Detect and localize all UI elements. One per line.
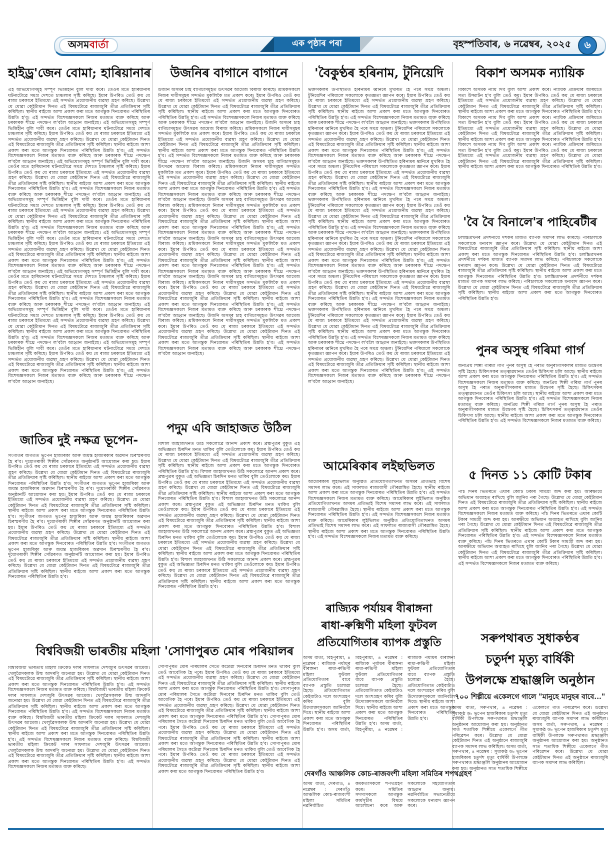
article-louisville-america: [308, 456, 450, 592]
bottom-rule: [8, 828, 604, 830]
article-body: ভক্তসকলৰ উপস্থিতিত হৰিনামৰ ধ্বনিৰে মুখৰিত হৈ পৰে সমগ্ৰ অঞ্চল। টুনিয়েদিৰ পৰিয়ালে সকলোকে কৃতজ্ঞতা জ্ঞাপন কৰে। ইয়াৰ উপৰিও তেওঁ কয় যে ৰাজ্য চৰকাৰে ইতিমধ্যে এই সন্দৰ্ভত প্ৰয়োজনীয় ব্যৱস্থা গ্ৰহণ কৰিছে। উল্লেখ্য যে যোৱা কেইটামান দিনত এই বিষয়টোৱে ৰাজ্যজুৰি তীব্ৰ প্ৰতিক্ৰিয়াৰ সৃষ্টি কৰিছিল। স্থানীয় ৰাইজে আশা প্ৰকাশ কৰা মতে আগন্তুক দিনবোৰত পৰিস্থিতিৰ উন্নতি হ'ব। এই সন্দৰ্ভত বিশেষজ্ঞসকলে নিজৰ মতামত ব্যক্ত কৰিছে আৰু চৰকাৰক শীঘ্ৰে পদক্ষেপ ল'বলৈ আহ্বান জনাইছে। ভক্তসকলৰ উপস্থিতিত হৰিনামৰ ধ্বনিৰে মুখৰিত হৈ পৰে সমগ্ৰ অঞ্চল। টুনিয়েদিৰ পৰিয়ালে সকলোকে কৃতজ্ঞতা জ্ঞাপন কৰে। ইয়াৰ উপৰিও তেওঁ কয় যে ৰাজ্য চৰকাৰে ইতিমধ্যে এই সন্দৰ্ভত প্ৰয়োজনীয় ব্যৱস্থা গ্ৰহণ কৰিছে। উল্লেখ্য যে যোৱা কেইটামান দিনত এই বিষয়টোৱে ৰাজ্যজুৰি তীব্ৰ প্ৰতিক্ৰিয়াৰ সৃষ্টি কৰিছিল। স্থানীয় ৰাইজে আশা প্ৰকাশ কৰা মতে আগন্তুক দিনবোৰত পৰিস্থিতিৰ উন্নতি হ'ব। এই সন্দৰ্ভত বিশেষজ্ঞসকলে নিজৰ মতামত ব্যক্ত কৰিছে আৰু চৰকাৰক শীঘ্ৰে পদক্ষেপ ল'বলৈ আহ্বান জনাইছে। ভক্তসকলৰ উপস্থিতিত হৰিনামৰ ধ্বনিৰে মুখৰিত হৈ পৰে সমগ্ৰ অঞ্চল। টুনিয়েদিৰ পৰিয়ালে সকলোকে কৃতজ্ঞতা জ্ঞাপন কৰে। ইয়াৰ উপৰিও তেওঁ কয় যে ৰাজ্য চৰকাৰে ইতিমধ্যে এই সন্দৰ্ভত প্ৰয়োজনীয় ব্যৱস্থা গ্ৰহণ কৰিছে। উল্লেখ্য যে যোৱা কেইটামান দিনত এই বিষয়টোৱে ৰাজ্যজুৰি তীব্ৰ প্ৰতিক্ৰিয়াৰ সৃষ্টি কৰিছিল। স্থানীয় ৰাইজে আশা প্ৰকাশ কৰা মতে আগন্তুক দিনবোৰত পৰিস্থিতিৰ উন্নতি হ'ব। এই সন্দৰ্ভত বিশেষজ্ঞসকলে নিজৰ মতামত ব্যক্ত কৰিছে আৰু চৰকাৰক শীঘ্ৰে পদক্ষেপ ল'বলৈ আহ্বান জনাইছে। ভক্তসকলৰ উপস্থিতিত হৰিনামৰ ধ্বনিৰে মুখৰিত হৈ পৰে সমগ্ৰ অঞ্চল। টুনিয়েদিৰ পৰিয়ালে সকলোকে কৃতজ্ঞতা জ্ঞাপন কৰে। ইয়াৰ উপৰিও তেওঁ কয় যে ৰাজ্য চৰকাৰে ইতিমধ্যে এই সন্দৰ্ভত প্ৰয়োজনীয় ব্যৱস্থা গ্ৰহণ কৰিছে। উল্লেখ্য যে যোৱা কেইটামান দিনত এই বিষয়টোৱে ৰাজ্যজুৰি তীব্ৰ প্ৰতিক্ৰিয়াৰ সৃষ্টি কৰিছিল। স্থানীয় ৰাইজে আশা প্ৰকাশ কৰা মতে আগন্তুক দিনবোৰত পৰিস্থিতিৰ উন্নতি হ'ব। এই সন্দৰ্ভত বিশেষজ্ঞসকলে নিজৰ মতামত ব্যক্ত কৰিছে আৰু চৰকাৰক শীঘ্ৰে পদক্ষেপ ল'বলৈ আহ্বান জনাইছে। ভক্তসকলৰ উপস্থিতিত হৰিনামৰ ধ্বনিৰে মুখৰিত হৈ পৰে সমগ্ৰ অঞ্চল। টুনিয়েদিৰ পৰিয়ালে সকলোকে কৃতজ্ঞতা জ্ঞাপন কৰে। ইয়াৰ উপৰিও তেওঁ কয় যে ৰাজ্য চৰকাৰে ইতিমধ্যে এই সন্দৰ্ভত প্ৰয়োজনীয় ব্যৱস্থা গ্ৰহণ কৰিছে। উল্লেখ্য যে যোৱা কেইটামান দিনত এই বিষয়টোৱে ৰাজ্যজুৰি তীব্ৰ প্ৰতিক্ৰিয়াৰ সৃষ্টি কৰিছিল। স্থানীয় ৰাইজে আশা প্ৰকাশ কৰা মতে আগন্তুক দিনবোৰত পৰিস্থিতিৰ উন্নতি হ'ব। এই সন্দৰ্ভত বিশেষজ্ঞসকলে নিজৰ মতামত ব্যক্ত কৰিছে আৰু চৰকাৰক শীঘ্ৰে পদক্ষেপ ল'বলৈ আহ্বান জনাইছে। ভক্তসকলৰ উপস্থিতিত হৰিনামৰ ধ্বনিৰে মুখৰিত হৈ পৰে সমগ্ৰ অঞ্চল। টুনিয়েদিৰ পৰিয়ালে সকলোকে কৃতজ্ঞতা জ্ঞাপন কৰে। ইয়াৰ উপৰিও তেওঁ কয় যে ৰাজ্য চৰকাৰে ইতিমধ্যে এই সন্দৰ্ভত প্ৰয়োজনীয় ব্যৱস্থা গ্ৰহণ কৰিছে। উল্লেখ্য যে যোৱা কেইটামান দিনত এই বিষয়টোৱে ৰাজ্যজুৰি তীব্ৰ প্ৰতিক্ৰিয়াৰ সৃষ্টি কৰিছিল। স্থানীয় ৰাইজে আশা প্ৰকাশ কৰা মতে আগন্তুক দিনবোৰত পৰিস্থিতিৰ উন্নতি হ'ব। এই সন্দৰ্ভত বিশেষজ্ঞসকলে নিজৰ মতামত ব্যক্ত কৰিছে আৰু চৰকাৰক শীঘ্ৰে পদক্ষেপ ল'বলৈ আহ্বান জনাইছে। ভক্তসকলৰ উপস্থিতিত হৰিনামৰ ধ্বনিৰে মুখৰিত হৈ পৰে সমগ্ৰ অঞ্চল। টুনিয়েদিৰ পৰিয়ালে সকলোকে কৃতজ্ঞতা জ্ঞাপন কৰে। ইয়াৰ উপৰিও তেওঁ কয় যে ৰাজ্য চৰকাৰে ইতিমধ্যে এই সন্দৰ্ভত প্ৰয়োজনীয় ব্যৱস্থা গ্ৰহণ কৰিছে। উল্লেখ্য যে যোৱা কেইটামান দিনত এই বিষয়টোৱে ৰাজ্যজুৰি তীব্ৰ প্ৰতিক্ৰিয়াৰ সৃষ্টি কৰিছিল। স্থানীয় ৰাইজে আশা প্ৰকাশ কৰা মতে আগন্তুক দিনবোৰত পৰিস্থিতিৰ উন্নতি হ'ব। এই সন্দৰ্ভত বিশেষজ্ঞসকলে নিজৰ মতামত ব্যক্ত কৰিছে আৰু চৰকাৰক শীঘ্ৰে পদক্ষেপ ল'বলৈ আহ্বান জনাইছে। ভক্তসকলৰ উপস্থিতিত হৰিনামৰ ধ্বনিৰে মুখৰিত হৈ পৰে সমগ্ৰ অঞ্চল। টুনিয়েদিৰ পৰিয়ালে সকলোকে কৃতজ্ঞতা জ্ঞাপন কৰে। ইয়াৰ উপৰিও তেওঁ কয় যে ৰাজ্য চৰকাৰে ইতিমধ্যে এই সন্দৰ্ভত প্ৰয়োজনীয় ব্যৱস্থা গ্ৰহণ কৰিছে। উল্লেখ্য যে যোৱা কেইটামান দিনত এই বিষয়টোৱে ৰাজ্যজুৰি তীব্ৰ প্ৰতিক্ৰিয়াৰ সৃষ্টি কৰিছিল। স্থানীয় ৰাইজে আশা প্ৰকাশ কৰা মতে আগন্তুক দিনবোৰত পৰিস্থিতিৰ উন্নতি হ'ব। এই সন্দৰ্ভত বিশেষজ্ঞসকলে নিজৰ মতামত ব্যক্ত কৰিছে আৰু চৰকাৰক শীঘ্ৰে পদক্ষেপ ল'বলৈ আহ্বান জনাইছে।: [308, 88, 450, 385]
slant-decoration-right: [360, 37, 374, 52]
article-boi-boi-binale: [458, 212, 602, 332]
headline-sudhakantha-line3: উপলক্ষে শ্ৰদ্ধাঞ্জলি অনুষ্ঠান: [465, 673, 595, 687]
article-dergaon-oath: [303, 768, 473, 826]
article-world-champion-women-body: [8, 666, 150, 826]
article-body: অসম বাৰ্তা, দেৰগাঁও, ৪ নৱেম্বৰ : দেৰগাঁও আঞ্চলিক কোচ-ৰাজবংশী মহিলা সমিতিৰ নৱনিৰ্বাচিত কৰ্মকৰ্তাসকলে শপথগ্ৰহণ কৰে। সমিতিৰ সদস্যসকলে আগন্তুক কাৰ্যসূচীৰ বিষয়ে আলোচনা কৰে আৰু সকলোকে সহযোগিতাৰ আহ্বান জনায়। নৱনিৰ্বাচিত সভানেত্ৰীয়ে সকলোকে ধন্যবাদ জ্ঞাপন কৰে।: [303, 782, 455, 809]
article-body: পাঁচ দিনৰ ভিতৰতে এঘাৰ কোটি টকাৰ সামগ্ৰী জব্দ কৰা হয়। আৰক্ষীয়ে অভিযান অব্যাহত ৰাখিছে বুলি জানিব পৰা গৈছে। উল্লেখ্য যে যোৱা কেইটামান দিনত এই বিষয়টোৱে ৰাজ্যজুৰি তীব্ৰ প্ৰতিক্ৰিয়াৰ সৃষ্টি কৰিছিল। স্থানীয় ৰাইজে আশা প্ৰকাশ কৰা মতে আগন্তুক দিনবোৰত পৰিস্থিতিৰ উন্নতি হ'ব। এই সন্দৰ্ভত বিশেষজ্ঞসকলে নিজৰ মতামত ব্যক্ত কৰিছে। পাঁচ দিনৰ ভিতৰতে এঘাৰ কোটি টকাৰ সামগ্ৰী জব্দ কৰা হয়। আৰক্ষীয়ে অভিযান অব্যাহত ৰাখিছে বুলি জানিব পৰা গৈছে। উল্লেখ্য যে যোৱা কেইটামান দিনত এই বিষয়টোৱে ৰাজ্যজুৰি তীব্ৰ প্ৰতিক্ৰিয়াৰ সৃষ্টি কৰিছিল। স্থানীয় ৰাইজে আশা প্ৰকাশ কৰা মতে আগন্তুক দিনবোৰত পৰিস্থিতিৰ উন্নতি হ'ব। এই সন্দৰ্ভত বিশেষজ্ঞসকলে নিজৰ মতামত ব্যক্ত কৰিছে। পাঁচ দিনৰ ভিতৰতে এঘাৰ কোটি টকাৰ সামগ্ৰী জব্দ কৰা হয়। আৰক্ষীয়ে অভিযান অব্যাহত ৰাখিছে বুলি জানিব পৰা গৈছে। উল্লেখ্য যে যোৱা কেইটামান দিনত এই বিষয়টোৱে ৰাজ্যজুৰি তীব্ৰ প্ৰতিক্ৰিয়াৰ সৃষ্টি কৰিছিল। স্থানীয় ৰাইজে আশা প্ৰকাশ কৰা মতে আগন্তুক দিনবোৰত পৰিস্থিতিৰ উন্নতি হ'ব। এই সন্দৰ্ভত বিশেষজ্ঞসকলে নিজৰ মতামত ব্যক্ত কৰিছে।: [458, 490, 602, 567]
page-header: [54, 36, 606, 56]
headline-garima-garg-ill: পুনৰ অসুস্থ গৰিমা গাৰ্গ: [475, 343, 585, 357]
headline-women-football-line1: ৰাজ্যিক পৰ্যায়ৰ বীৰাঙ্গনা: [325, 602, 433, 615]
article-sonapur-family: [158, 641, 300, 823]
article-body: বিশ্ববিজয়ী ভাৰতীয় মহিলা ক্ৰিকেট দলৰ সাফল্যত দেশজুৰি উৎসৱৰ আমেজ। খেলুৱৈসকলক উষ্ম আদৰণি জনোৱা হয়। উল্লেখ্য যে যোৱা কেইটামান দিনত এই বিষয়টোৱে ৰাজ্যজুৰি তীব্ৰ প্ৰতিক্ৰিয়াৰ সৃষ্টি কৰিছিল। স্থানীয় ৰাইজে আশা প্ৰকাশ কৰা মতে আগন্তুক দিনবোৰত পৰিস্থিতিৰ উন্নতি হ'ব। এই সন্দৰ্ভত বিশেষজ্ঞসকলে নিজৰ মতামত ব্যক্ত কৰিছে। বিশ্ববিজয়ী ভাৰতীয় মহিলা ক্ৰিকেট দলৰ সাফল্যত দেশজুৰি উৎসৱৰ আমেজ। খেলুৱৈসকলক উষ্ম আদৰণি জনোৱা হয়। উল্লেখ্য যে যোৱা কেইটামান দিনত এই বিষয়টোৱে ৰাজ্যজুৰি তীব্ৰ প্ৰতিক্ৰিয়াৰ সৃষ্টি কৰিছিল। স্থানীয় ৰাইজে আশা প্ৰকাশ কৰা মতে আগন্তুক দিনবোৰত পৰিস্থিতিৰ উন্নতি হ'ব। এই সন্দৰ্ভত বিশেষজ্ঞসকলে নিজৰ মতামত ব্যক্ত কৰিছে। বিশ্ববিজয়ী ভাৰতীয় মহিলা ক্ৰিকেট দলৰ সাফল্যত দেশজুৰি উৎসৱৰ আমেজ। খেলুৱৈসকলক উষ্ম আদৰণি জনোৱা হয়। উল্লেখ্য যে যোৱা কেইটামান দিনত এই বিষয়টোৱে ৰাজ্যজুৰি তীব্ৰ প্ৰতিক্ৰিয়াৰ সৃষ্টি কৰিছিল। স্থানীয় ৰাইজে আশা প্ৰকাশ কৰা মতে আগন্তুক দিনবোৰত পৰিস্থিতিৰ উন্নতি হ'ব। এই সন্দৰ্ভত বিশেষজ্ঞসকলে নিজৰ মতামত ব্যক্ত কৰিছে। বিশ্ববিজয়ী ভাৰতীয় মহিলা ক্ৰিকেট দলৰ সাফল্যত দেশজুৰি উৎসৱৰ আমেজ। খেলুৱৈসকলক উষ্ম আদৰণি জনোৱা হয়। উল্লেখ্য যে যোৱা কেইটামান দিনত এই বিষয়টোৱে ৰাজ্যজুৰি তীব্ৰ প্ৰতিক্ৰিয়াৰ সৃষ্টি কৰিছিল। স্থানীয় ৰাইজে আশা প্ৰকাশ কৰা মতে আগন্তুক দিনবোৰত পৰিস্থিতিৰ উন্নতি হ'ব। এই সন্দৰ্ভত বিশেষজ্ঞসকলে নিজৰ মতামত ব্যক্ত কৰিছে।: [8, 666, 150, 770]
article-body: বিকাশে অসমক ন্যায় দিব বুলি আশা প্ৰকাশ কৰে। ন্যায়িক প্ৰক্ৰিয়াৰ জৰিয়তে সত্য উদ্ঘাটন হ'ব বুলি তেওঁ কয়। ইয়াৰ উপৰিও তেওঁ কয় যে ৰাজ্য চৰকাৰে ইতিমধ্যে এই সন্দৰ্ভত প্ৰয়োজনীয় ব্যৱস্থা গ্ৰহণ কৰিছে। উল্লেখ্য যে যোৱা কেইটামান দিনত এই বিষয়টোৱে ৰাজ্যজুৰি তীব্ৰ প্ৰতিক্ৰিয়াৰ সৃষ্টি কৰিছিল। স্থানীয় ৰাইজে আশা প্ৰকাশ কৰা মতে আগন্তুক দিনবোৰত পৰিস্থিতিৰ উন্নতি হ'ব। বিকাশে অসমক ন্যায় দিব বুলি আশা প্ৰকাশ কৰে। ন্যায়িক প্ৰক্ৰিয়াৰ জৰিয়তে সত্য উদ্ঘাটন হ'ব বুলি তেওঁ কয়। ইয়াৰ উপৰিও তেওঁ কয় যে ৰাজ্য চৰকাৰে ইতিমধ্যে এই সন্দৰ্ভত প্ৰয়োজনীয় ব্যৱস্থা গ্ৰহণ কৰিছে। উল্লেখ্য যে যোৱা কেইটামান দিনত এই বিষয়টোৱে ৰাজ্যজুৰি তীব্ৰ প্ৰতিক্ৰিয়াৰ সৃষ্টি কৰিছিল। স্থানীয় ৰাইজে আশা প্ৰকাশ কৰা মতে আগন্তুক দিনবোৰত পৰিস্থিতিৰ উন্নতি হ'ব। বিকাশে অসমক ন্যায় দিব বুলি আশা প্ৰকাশ কৰে। ন্যায়িক প্ৰক্ৰিয়াৰ জৰিয়তে সত্য উদ্ঘাটন হ'ব বুলি তেওঁ কয়। ইয়াৰ উপৰিও তেওঁ কয় যে ৰাজ্য চৰকাৰে ইতিমধ্যে এই সন্দৰ্ভত প্ৰয়োজনীয় ব্যৱস্থা গ্ৰহণ কৰিছে। উল্লেখ্য যে যোৱা কেইটামান দিনত এই বিষয়টোৱে ৰাজ্যজুৰি তীব্ৰ প্ৰতিক্ৰিয়াৰ সৃষ্টি কৰিছিল। স্থানীয় ৰাইজে আশা প্ৰকাশ কৰা মতে আগন্তুক দিনবোৰত পৰিস্থিতিৰ উন্নতি হ'ব।: [458, 88, 602, 170]
headline-11-crore-5-days: ৫ দিনত ১১ কোটি টকাৰ: [468, 467, 592, 482]
article-body: অসম বাৰ্তা, সৰুপথাৰ, ৪ নৱেম্বৰ : সুধাকণ্ঠ ড৹ ভূপেন হাজৰিকাৰ চতুৰ্দশ মৃত্যু বাৰ্ষিকী উপলক্ষে সৰুপথাৰত শ্ৰদ্ধাঞ্জলি অনুষ্ঠানৰ আয়োজন কৰা হয়। অনুষ্ঠানত সাত শতাধিক শিল্পীয়ে একেলগে গীত পৰিৱেশন কৰে। উল্লেখ্য যে যোৱা কেইটামান দিনত এই অনুষ্ঠানে ৰাজ্যজুৰি ব্যাপক সমাদৰ লাভ কৰিছিল। অসম বাৰ্তা, সৰুপথাৰ, ৪ নৱেম্বৰ : সুধাকণ্ঠ ড৹ ভূপেন হাজৰিকাৰ চতুৰ্দশ মৃত্যু বাৰ্ষিকী উপলক্ষে সৰুপথাৰত শ্ৰদ্ধাঞ্জলি অনুষ্ঠানৰ আয়োজন কৰা হয়। অনুষ্ঠানত সাত শতাধিক শিল্পীয়ে একেলগে গীত পৰিৱেশন কৰে। উল্লেখ্য যে যোৱা কেইটামান দিনত এই অনুষ্ঠানে ৰাজ্যজুৰি ব্যাপক সমাদৰ লাভ কৰিছিল। অসম বাৰ্তা, সৰুপথাৰ, ৪ নৱেম্বৰ : সুধাকণ্ঠ ড৹ ভূপেন হাজৰিকাৰ চতুৰ্দশ মৃত্যু বাৰ্ষিকী উপলক্ষে সৰুপথাৰত শ্ৰদ্ধাঞ্জলি অনুষ্ঠানৰ আয়োজন কৰা হয়। অনুষ্ঠানত সাত শতাধিক শিল্পীয়ে একেলগে গীত পৰিৱেশন কৰে। উল্লেখ্য যে যোৱা কেইটামান দিনত এই অনুষ্ঠানে ৰাজ্যজুৰি ব্যাপক সমাদৰ লাভ কৰিছিল।: [452, 706, 608, 772]
headline-women-football-line2: ৰাধা-ৰুক্মিণী মহিলা ফুটবল: [321, 619, 437, 632]
headline-sonapur-family: 'সোণাপুৰত মোৰ পৰিয়ালৰ: [164, 644, 294, 658]
article-body: অসম বাৰ্তা, বিহপুৰীয়া, ৪ নৱেম্বৰ : ৰাজ্যিক পৰ্যায়ৰ বীৰাঙ্গনা ৰাধা-ৰুক্মিণী মহিলা ফুটবল প্ৰতিযোগিতাৰ বাবে ব্যাপক প্ৰস্তুতি চলোৱা হৈছে। প্ৰতিযোগিতাত কেইবাটাও দলে অংশগ্ৰহণ কৰিব বুলি উদ্যোক্তাসকলে জানিবলৈ দিয়ে। স্থানীয় ৰাইজে আশা প্ৰকাশ কৰা মতে আগন্তুক দিনবোৰত পৰিস্থিতিৰ উন্নতি হ'ব। অসম বাৰ্তা, বিহপুৰীয়া, ৪ নৱেম্বৰ : ৰাজ্যিক পৰ্যায়ৰ বীৰাঙ্গনা ৰাধা-ৰুক্মিণী মহিলা ফুটবল প্ৰতিযোগিতাৰ বাবে ব্যাপক প্ৰস্তুতি চলোৱা হৈছে। প্ৰতিযোগিতাত কেইবাটাও দলে অংশগ্ৰহণ কৰিব বুলি উদ্যোক্তাসকলে জানিবলৈ দিয়ে। স্থানীয় ৰাইজে আশা প্ৰকাশ কৰা মতে আগন্তুক দিনবোৰত পৰিস্থিতিৰ উন্নতি হ'ব। অসম বাৰ্তা, বিহপুৰীয়া, ৪ নৱেম্বৰ : ৰাজ্যিক পৰ্যায়ৰ বীৰাঙ্গনা ৰাধা-ৰুক্মিণী মহিলা ফুটবল প্ৰতিযোগিতাৰ বাবে ব্যাপক প্ৰস্তুতি চলোৱা হৈছে। প্ৰতিযোগিতাত কেইবাটাও দলে অংশগ্ৰহণ কৰিব বুলি উদ্যোক্তাসকলে জানিবলৈ দিয়ে। স্থানীয় ৰাইজে আশা প্ৰকাশ কৰা মতে আগন্তুক দিনবোৰত পৰিস্থিতিৰ উন্নতি হ'ব।: [303, 656, 455, 733]
article-bikash-assam-judicial: [458, 62, 602, 206]
article-body: চলচ্চিত্ৰখনৰ প্ৰদৰ্শনীয়ে দৰ্শকৰ মাজত ব্যাপক সমাদৰ লাভ কৰিছে। পৰিচালকে সকলোকে ধন্যবাদ জ্ঞাপন কৰে। উল্লেখ্য যে যোৱা কেইটামান দিনত এই বিষয়টোৱে ৰাজ্যজুৰি তীব্ৰ প্ৰতিক্ৰিয়াৰ সৃষ্টি কৰিছিল। স্থানীয় ৰাইজে আশা প্ৰকাশ কৰা মতে আগন্তুক দিনবোৰত পৰিস্থিতিৰ উন্নতি হ'ব। চলচ্চিত্ৰখনৰ প্ৰদৰ্শনীয়ে দৰ্শকৰ মাজত ব্যাপক সমাদৰ লাভ কৰিছে। পৰিচালকে সকলোকে ধন্যবাদ জ্ঞাপন কৰে। উল্লেখ্য যে যোৱা কেইটামান দিনত এই বিষয়টোৱে ৰাজ্যজুৰি তীব্ৰ প্ৰতিক্ৰিয়াৰ সৃষ্টি কৰিছিল। স্থানীয় ৰাইজে আশা প্ৰকাশ কৰা মতে আগন্তুক দিনবোৰত পৰিস্থিতিৰ উন্নতি হ'ব। চলচ্চিত্ৰখনৰ প্ৰদৰ্শনীয়ে দৰ্শকৰ মাজত ব্যাপক সমাদৰ লাভ কৰিছে। পৰিচালকে সকলোকে ধন্যবাদ জ্ঞাপন কৰে। উল্লেখ্য যে যোৱা কেইটামান দিনত এই বিষয়টোৱে ৰাজ্যজুৰি তীব্ৰ প্ৰতিক্ৰিয়াৰ সৃষ্টি কৰিছিল। স্থানীয় ৰাইজে আশা প্ৰকাশ কৰা মতে আগন্তুক দিনবোৰত পৰিস্থিতিৰ উন্নতি হ'ব।: [458, 236, 602, 302]
masthead-text-black: অসম: [68, 40, 90, 51]
article-padum-ship: [158, 418, 300, 636]
masthead: [59, 38, 118, 53]
headline-ujani-gardens: উজনিৰ বাগানে বাগানে: [170, 65, 288, 80]
page-number-badge: ৬: [578, 36, 597, 55]
article-ujani-gardens: [158, 62, 300, 412]
article-body: এই অভিযোগসমূহ সম্পূৰ্ণ ভিত্তিহীন বুলি দাবী কৰে। তেওঁৰ মতে হাৰিয়ানাৰ ঘটনাটোৱে সমগ্ৰ দেশতে চাঞ্চল্যৰ সৃষ্টি কৰিছে। ইয়াৰ উপৰিও তেওঁ কয় যে ৰাজ্য চৰকাৰে ইতিমধ্যে এই সন্দৰ্ভত প্ৰয়োজনীয় ব্যৱস্থা গ্ৰহণ কৰিছে। উল্লেখ্য যে যোৱা কেইটামান দিনত এই বিষয়টোৱে ৰাজ্যজুৰি তীব্ৰ প্ৰতিক্ৰিয়াৰ সৃষ্টি কৰিছিল। স্থানীয় ৰাইজে আশা প্ৰকাশ কৰা মতে আগন্তুক দিনবোৰত পৰিস্থিতিৰ উন্নতি হ'ব। এই সন্দৰ্ভত বিশেষজ্ঞসকলে নিজৰ মতামত ব্যক্ত কৰিছে আৰু চৰকাৰক শীঘ্ৰে পদক্ষেপ ল'বলৈ আহ্বান জনাইছে। এই অভিযোগসমূহ সম্পূৰ্ণ ভিত্তিহীন বুলি দাবী কৰে। তেওঁৰ মতে হাৰিয়ানাৰ ঘটনাটোৱে সমগ্ৰ দেশতে চাঞ্চল্যৰ সৃষ্টি কৰিছে। ইয়াৰ উপৰিও তেওঁ কয় যে ৰাজ্য চৰকাৰে ইতিমধ্যে এই সন্দৰ্ভত প্ৰয়োজনীয় ব্যৱস্থা গ্ৰহণ কৰিছে। উল্লেখ্য যে যোৱা কেইটামান দিনত এই বিষয়টোৱে ৰাজ্যজুৰি তীব্ৰ প্ৰতিক্ৰিয়াৰ সৃষ্টি কৰিছিল। স্থানীয় ৰাইজে আশা প্ৰকাশ কৰা মতে আগন্তুক দিনবোৰত পৰিস্থিতিৰ উন্নতি হ'ব। এই সন্দৰ্ভত বিশেষজ্ঞসকলে নিজৰ মতামত ব্যক্ত কৰিছে আৰু চৰকাৰক শীঘ্ৰে পদক্ষেপ ল'বলৈ আহ্বান জনাইছে। এই অভিযোগসমূহ সম্পূৰ্ণ ভিত্তিহীন বুলি দাবী কৰে। তেওঁৰ মতে হাৰিয়ানাৰ ঘটনাটোৱে সমগ্ৰ দেশতে চাঞ্চল্যৰ সৃষ্টি কৰিছে। ইয়াৰ উপৰিও তেওঁ কয় যে ৰাজ্য চৰকাৰে ইতিমধ্যে এই সন্দৰ্ভত প্ৰয়োজনীয় ব্যৱস্থা গ্ৰহণ কৰিছে। উল্লেখ্য যে যোৱা কেইটামান দিনত এই বিষয়টোৱে ৰাজ্যজুৰি তীব্ৰ প্ৰতিক্ৰিয়াৰ সৃষ্টি কৰিছিল। স্থানীয় ৰাইজে আশা প্ৰকাশ কৰা মতে আগন্তুক দিনবোৰত পৰিস্থিতিৰ উন্নতি হ'ব। এই সন্দৰ্ভত বিশেষজ্ঞসকলে নিজৰ মতামত ব্যক্ত কৰিছে আৰু চৰকাৰক শীঘ্ৰে পদক্ষেপ ল'বলৈ আহ্বান জনাইছে। এই অভিযোগসমূহ সম্পূৰ্ণ ভিত্তিহীন বুলি দাবী কৰে। তেওঁৰ মতে হাৰিয়ানাৰ ঘটনাটোৱে সমগ্ৰ দেশতে চাঞ্চল্যৰ সৃষ্টি কৰিছে। ইয়াৰ উপৰিও তেওঁ কয় যে ৰাজ্য চৰকাৰে ইতিমধ্যে এই সন্দৰ্ভত প্ৰয়োজনীয় ব্যৱস্থা গ্ৰহণ কৰিছে। উল্লেখ্য যে যোৱা কেইটামান দিনত এই বিষয়টোৱে ৰাজ্যজুৰি তীব্ৰ প্ৰতিক্ৰিয়াৰ সৃষ্টি কৰিছিল। স্থানীয় ৰাইজে আশা প্ৰকাশ কৰা মতে আগন্তুক দিনবোৰত পৰিস্থিতিৰ উন্নতি হ'ব। এই সন্দৰ্ভত বিশেষজ্ঞসকলে নিজৰ মতামত ব্যক্ত কৰিছে আৰু চৰকাৰক শীঘ্ৰে পদক্ষেপ ল'বলৈ আহ্বান জনাইছে। এই অভিযোগসমূহ সম্পূৰ্ণ ভিত্তিহীন বুলি দাবী কৰে। তেওঁৰ মতে হাৰিয়ানাৰ ঘটনাটোৱে সমগ্ৰ দেশতে চাঞ্চল্যৰ সৃষ্টি কৰিছে। ইয়াৰ উপৰিও তেওঁ কয় যে ৰাজ্য চৰকাৰে ইতিমধ্যে এই সন্দৰ্ভত প্ৰয়োজনীয় ব্যৱস্থা গ্ৰহণ কৰিছে। উল্লেখ্য যে যোৱা কেইটামান দিনত এই বিষয়টোৱে ৰাজ্যজুৰি তীব্ৰ প্ৰতিক্ৰিয়াৰ সৃষ্টি কৰিছিল। স্থানীয় ৰাইজে আশা প্ৰকাশ কৰা মতে আগন্তুক দিনবোৰত পৰিস্থিতিৰ উন্নতি হ'ব। এই সন্দৰ্ভত বিশেষজ্ঞসকলে নিজৰ মতামত ব্যক্ত কৰিছে আৰু চৰকাৰক শীঘ্ৰে পদক্ষেপ ল'বলৈ আহ্বান জনাইছে। এই অভিযোগসমূহ সম্পূৰ্ণ ভিত্তিহীন বুলি দাবী কৰে। তেওঁৰ মতে হাৰিয়ানাৰ ঘটনাটোৱে সমগ্ৰ দেশতে চাঞ্চল্যৰ সৃষ্টি কৰিছে। ইয়াৰ উপৰিও তেওঁ কয় যে ৰাজ্য চৰকাৰে ইতিমধ্যে এই সন্দৰ্ভত প্ৰয়োজনীয় ব্যৱস্থা গ্ৰহণ কৰিছে। উল্লেখ্য যে যোৱা কেইটামান দিনত এই বিষয়টোৱে ৰাজ্যজুৰি তীব্ৰ প্ৰতিক্ৰিয়াৰ সৃষ্টি কৰিছিল। স্থানীয় ৰাইজে আশা প্ৰকাশ কৰা মতে আগন্তুক দিনবোৰত পৰিস্থিতিৰ উন্নতি হ'ব। এই সন্দৰ্ভত বিশেষজ্ঞসকলে নিজৰ মতামত ব্যক্ত কৰিছে আৰু চৰকাৰক শীঘ্ৰে পদক্ষেপ ল'বলৈ আহ্বান জনাইছে। এই অভিযোগসমূহ সম্পূৰ্ণ ভিত্তিহীন বুলি দাবী কৰে। তেওঁৰ মতে হাৰিয়ানাৰ ঘটনাটোৱে সমগ্ৰ দেশতে চাঞ্চল্যৰ সৃষ্টি কৰিছে। ইয়াৰ উপৰিও তেওঁ কয় যে ৰাজ্য চৰকাৰে ইতিমধ্যে এই সন্দৰ্ভত প্ৰয়োজনীয় ব্যৱস্থা গ্ৰহণ কৰিছে। উল্লেখ্য যে যোৱা কেইটামান দিনত এই বিষয়টোৱে ৰাজ্যজুৰি তীব্ৰ প্ৰতিক্ৰিয়াৰ সৃষ্টি কৰিছিল। স্থানীয় ৰাইজে আশা প্ৰকাশ কৰা মতে আগন্তুক দিনবোৰত পৰিস্থিতিৰ উন্নতি হ'ব। এই সন্দৰ্ভত বিশেষজ্ঞসকলে নিজৰ মতামত ব্যক্ত কৰিছে আৰু চৰকাৰক শীঘ্ৰে পদক্ষেপ ল'বলৈ আহ্বান জনাইছে। এই অভিযোগসমূহ সম্পূৰ্ণ ভিত্তিহীন বুলি দাবী কৰে। তেওঁৰ মতে হাৰিয়ানাৰ ঘটনাটোৱে সমগ্ৰ দেশতে চাঞ্চল্যৰ সৃষ্টি কৰিছে। ইয়াৰ উপৰিও তেওঁ কয় যে ৰাজ্য চৰকাৰে ইতিমধ্যে এই সন্দৰ্ভত প্ৰয়োজনীয় ব্যৱস্থা গ্ৰহণ কৰিছে। উল্লেখ্য যে যোৱা কেইটামান দিনত এই বিষয়টোৱে ৰাজ্যজুৰি তীব্ৰ প্ৰতিক্ৰিয়াৰ সৃষ্টি কৰিছিল। স্থানীয় ৰাইজে আশা প্ৰকাশ কৰা মতে আগন্তুক দিনবোৰত পৰিস্থিতিৰ উন্নতি হ'ব। এই সন্দৰ্ভত বিশেষজ্ঞসকলে নিজৰ মতামত ব্যক্ত কৰিছে আৰু চৰকাৰক শীঘ্ৰে পদক্ষেপ ল'বলৈ আহ্বান জনাইছে।: [8, 88, 150, 385]
article-body: উজনি অসমৰ চাহ বাগিচাসমূহত উৎসৱৰ আমেজ বিৰাজ কৰিছে। শ্ৰমিকসকলে নিজৰ দাবীসমূহৰ সন্দৰ্ভত মুকলিকৈ মত প্ৰকাশ কৰে। ইয়াৰ উপৰিও তেওঁ কয় যে ৰাজ্য চৰকাৰে ইতিমধ্যে এই সন্দৰ্ভত প্ৰয়োজনীয় ব্যৱস্থা গ্ৰহণ কৰিছে। উল্লেখ্য যে যোৱা কেইটামান দিনত এই বিষয়টোৱে ৰাজ্যজুৰি তীব্ৰ প্ৰতিক্ৰিয়াৰ সৃষ্টি কৰিছিল। স্থানীয় ৰাইজে আশা প্ৰকাশ কৰা মতে আগন্তুক দিনবোৰত পৰিস্থিতিৰ উন্নতি হ'ব। এই সন্দৰ্ভত বিশেষজ্ঞসকলে নিজৰ মতামত ব্যক্ত কৰিছে আৰু চৰকাৰক শীঘ্ৰে পদক্ষেপ ল'বলৈ আহ্বান জনাইছে। উজনি অসমৰ চাহ বাগিচাসমূহত উৎসৱৰ আমেজ বিৰাজ কৰিছে। শ্ৰমিকসকলে নিজৰ দাবীসমূহৰ সন্দৰ্ভত মুকলিকৈ মত প্ৰকাশ কৰে। ইয়াৰ উপৰিও তেওঁ কয় যে ৰাজ্য চৰকাৰে ইতিমধ্যে এই সন্দৰ্ভত প্ৰয়োজনীয় ব্যৱস্থা গ্ৰহণ কৰিছে। উল্লেখ্য যে যোৱা কেইটামান দিনত এই বিষয়টোৱে ৰাজ্যজুৰি তীব্ৰ প্ৰতিক্ৰিয়াৰ সৃষ্টি কৰিছিল। স্থানীয় ৰাইজে আশা প্ৰকাশ কৰা মতে আগন্তুক দিনবোৰত পৰিস্থিতিৰ উন্নতি হ'ব। এই সন্দৰ্ভত বিশেষজ্ঞসকলে নিজৰ মতামত ব্যক্ত কৰিছে আৰু চৰকাৰক শীঘ্ৰে পদক্ষেপ ল'বলৈ আহ্বান জনাইছে। উজনি অসমৰ চাহ বাগিচাসমূহত উৎসৱৰ আমেজ বিৰাজ কৰিছে। শ্ৰমিকসকলে নিজৰ দাবীসমূহৰ সন্দৰ্ভত মুকলিকৈ মত প্ৰকাশ কৰে। ইয়াৰ উপৰিও তেওঁ কয় যে ৰাজ্য চৰকাৰে ইতিমধ্যে এই সন্দৰ্ভত প্ৰয়োজনীয় ব্যৱস্থা গ্ৰহণ কৰিছে। উল্লেখ্য যে যোৱা কেইটামান দিনত এই বিষয়টোৱে ৰাজ্যজুৰি তীব্ৰ প্ৰতিক্ৰিয়াৰ সৃষ্টি কৰিছিল। স্থানীয় ৰাইজে আশা প্ৰকাশ কৰা মতে আগন্তুক দিনবোৰত পৰিস্থিতিৰ উন্নতি হ'ব। এই সন্দৰ্ভত বিশেষজ্ঞসকলে নিজৰ মতামত ব্যক্ত কৰিছে আৰু চৰকাৰক শীঘ্ৰে পদক্ষেপ ল'বলৈ আহ্বান জনাইছে। উজনি অসমৰ চাহ বাগিচাসমূহত উৎসৱৰ আমেজ বিৰাজ কৰিছে। শ্ৰমিকসকলে নিজৰ দাবীসমূহৰ সন্দৰ্ভত মুকলিকৈ মত প্ৰকাশ কৰে। ইয়াৰ উপৰিও তেওঁ কয় যে ৰাজ্য চৰকাৰে ইতিমধ্যে এই সন্দৰ্ভত প্ৰয়োজনীয় ব্যৱস্থা গ্ৰহণ কৰিছে। উল্লেখ্য যে যোৱা কেইটামান দিনত এই বিষয়টোৱে ৰাজ্যজুৰি তীব্ৰ প্ৰতিক্ৰিয়াৰ সৃষ্টি কৰিছিল। স্থানীয় ৰাইজে আশা প্ৰকাশ কৰা মতে আগন্তুক দিনবোৰত পৰিস্থিতিৰ উন্নতি হ'ব। এই সন্দৰ্ভত বিশেষজ্ঞসকলে নিজৰ মতামত ব্যক্ত কৰিছে আৰু চৰকাৰক শীঘ্ৰে পদক্ষেপ ল'বলৈ আহ্বান জনাইছে। উজনি অসমৰ চাহ বাগিচাসমূহত উৎসৱৰ আমেজ বিৰাজ কৰিছে। শ্ৰমিকসকলে নিজৰ দাবীসমূহৰ সন্দৰ্ভত মুকলিকৈ মত প্ৰকাশ কৰে। ইয়াৰ উপৰিও তেওঁ কয় যে ৰাজ্য চৰকাৰে ইতিমধ্যে এই সন্দৰ্ভত প্ৰয়োজনীয় ব্যৱস্থা গ্ৰহণ কৰিছে। উল্লেখ্য যে যোৱা কেইটামান দিনত এই বিষয়টোৱে ৰাজ্যজুৰি তীব্ৰ প্ৰতিক্ৰিয়াৰ সৃষ্টি কৰিছিল। স্থানীয় ৰাইজে আশা প্ৰকাশ কৰা মতে আগন্তুক দিনবোৰত পৰিস্থিতিৰ উন্নতি হ'ব। এই সন্দৰ্ভত বিশেষজ্ঞসকলে নিজৰ মতামত ব্যক্ত কৰিছে আৰু চৰকাৰক শীঘ্ৰে পদক্ষেপ ল'বলৈ আহ্বান জনাইছে। উজনি অসমৰ চাহ বাগিচাসমূহত উৎসৱৰ আমেজ বিৰাজ কৰিছে। শ্ৰমিকসকলে নিজৰ দাবীসমূহৰ সন্দৰ্ভত মুকলিকৈ মত প্ৰকাশ কৰে। ইয়াৰ উপৰিও তেওঁ কয় যে ৰাজ্য চৰকাৰে ইতিমধ্যে এই সন্দৰ্ভত প্ৰয়োজনীয় ব্যৱস্থা গ্ৰহণ কৰিছে। উল্লেখ্য যে যোৱা কেইটামান দিনত এই বিষয়টোৱে ৰাজ্যজুৰি তীব্ৰ প্ৰতিক্ৰিয়াৰ সৃষ্টি কৰিছিল। স্থানীয় ৰাইজে আশা প্ৰকাশ কৰা মতে আগন্তুক দিনবোৰত পৰিস্থিতিৰ উন্নতি হ'ব। এই সন্দৰ্ভত বিশেষজ্ঞসকলে নিজৰ মতামত ব্যক্ত কৰিছে আৰু চৰকাৰক শীঘ্ৰে পদক্ষেপ ল'বলৈ আহ্বান জনাইছে। উজনি অসমৰ চাহ বাগিচাসমূহত উৎসৱৰ আমেজ বিৰাজ কৰিছে। শ্ৰমিকসকলে নিজৰ দাবীসমূহৰ সন্দৰ্ভত মুকলিকৈ মত প্ৰকাশ কৰে। ইয়াৰ উপৰিও তেওঁ কয় যে ৰাজ্য চৰকাৰে ইতিমধ্যে এই সন্দৰ্ভত প্ৰয়োজনীয় ব্যৱস্থা গ্ৰহণ কৰিছে। উল্লেখ্য যে যোৱা কেইটামান দিনত এই বিষয়টোৱে ৰাজ্যজুৰি তীব্ৰ প্ৰতিক্ৰিয়াৰ সৃষ্টি কৰিছিল। স্থানীয় ৰাইজে আশা প্ৰকাশ কৰা মতে আগন্তুক দিনবোৰত পৰিস্থিতিৰ উন্নতি হ'ব। এই সন্দৰ্ভত বিশেষজ্ঞসকলে নিজৰ মতামত ব্যক্ত কৰিছে আৰু চৰকাৰক শীঘ্ৰে পদক্ষেপ ল'বলৈ আহ্বান জনাইছে।: [158, 88, 300, 357]
article-hydrogen-bomb: [8, 62, 150, 424]
article-two-stars-bhupen: [8, 430, 150, 636]
article-body: জনপ্ৰিয় শিল্পী গৰিমা গাৰ্গ পুনৰ অসুস্থ হৈ পৰাত অনুৰাগীসকলৰ মাজত উদ্বেগৰ সৃষ্টি হৈছে। চিকিৎসকৰ তত্ত্বাৱধানত তেওঁৰ চিকিৎসা চলি আছে। স্থানীয় ৰাইজে আশা প্ৰকাশ কৰা মতে আগন্তুক দিনবোৰত পৰিস্থিতিৰ উন্নতি হ'ব। এই সন্দৰ্ভত বিশেষজ্ঞসকলে নিজৰ মতামত ব্যক্ত কৰিছে। জনপ্ৰিয় শিল্পী গৰিমা গাৰ্গ পুনৰ অসুস্থ হৈ পৰাত অনুৰাগীসকলৰ মাজত উদ্বেগৰ সৃষ্টি হৈছে। চিকিৎসকৰ তত্ত্বাৱধানত তেওঁৰ চিকিৎসা চলি আছে। স্থানীয় ৰাইজে আশা প্ৰকাশ কৰা মতে আগন্তুক দিনবোৰত পৰিস্থিতিৰ উন্নতি হ'ব। এই সন্দৰ্ভত বিশেষজ্ঞসকলে নিজৰ মতামত ব্যক্ত কৰিছে। জনপ্ৰিয় শিল্পী গৰিমা গাৰ্গ পুনৰ অসুস্থ হৈ পৰাত অনুৰাগীসকলৰ মাজত উদ্বেগৰ সৃষ্টি হৈছে। চিকিৎসকৰ তত্ত্বাৱধানত তেওঁৰ চিকিৎসা চলি আছে। স্থানীয় ৰাইজে আশা প্ৰকাশ কৰা মতে আগন্তুক দিনবোৰত পৰিস্থিতিৰ উন্নতি হ'ব। এই সন্দৰ্ভত বিশেষজ্ঞসকলে নিজৰ মতামত ব্যক্ত কৰিছে।: [458, 364, 602, 424]
headline-bikash-assam-judicial: বিকাশ অসমক ন্যায়িক: [475, 65, 585, 80]
headline-hydrogen-bomb: হাইড্ৰ'জেন বোমা; হাৰিয়ানাৰ: [8, 65, 151, 80]
headline-baikuntha-harinam: 'বৈকুণ্ঠৰ হৰিনাম, টুনিয়েদি: [314, 65, 444, 80]
headline-louisville-america: আমেৰিকাৰ লইছভিলত: [323, 459, 435, 473]
article-body: সংগীতৰ জগতত ভূপেন হাজৰিকা আৰু জয়ন্ত হাজৰিকাৰ অৱদান চিৰস্মৰণীয় হৈ ৰ'ব। দুয়োগৰাকী শিল্পীৰ সোঁৱৰণত অনুষ্ঠানটি আয়োজন কৰা হয়। ইয়াৰ উপৰিও তেওঁ কয় যে ৰাজ্য চৰকাৰে ইতিমধ্যে এই সন্দৰ্ভত প্ৰয়োজনীয় ব্যৱস্থা গ্ৰহণ কৰিছে। উল্লেখ্য যে যোৱা কেইটামান দিনত এই বিষয়টোৱে ৰাজ্যজুৰি তীব্ৰ প্ৰতিক্ৰিয়াৰ সৃষ্টি কৰিছিল। স্থানীয় ৰাইজে আশা প্ৰকাশ কৰা মতে আগন্তুক দিনবোৰত পৰিস্থিতিৰ উন্নতি হ'ব। সংগীতৰ জগতত ভূপেন হাজৰিকা আৰু জয়ন্ত হাজৰিকাৰ অৱদান চিৰস্মৰণীয় হৈ ৰ'ব। দুয়োগৰাকী শিল্পীৰ সোঁৱৰণত অনুষ্ঠানটি আয়োজন কৰা হয়। ইয়াৰ উপৰিও তেওঁ কয় যে ৰাজ্য চৰকাৰে ইতিমধ্যে এই সন্দৰ্ভত প্ৰয়োজনীয় ব্যৱস্থা গ্ৰহণ কৰিছে। উল্লেখ্য যে যোৱা কেইটামান দিনত এই বিষয়টোৱে ৰাজ্যজুৰি তীব্ৰ প্ৰতিক্ৰিয়াৰ সৃষ্টি কৰিছিল। স্থানীয় ৰাইজে আশা প্ৰকাশ কৰা মতে আগন্তুক দিনবোৰত পৰিস্থিতিৰ উন্নতি হ'ব। সংগীতৰ জগতত ভূপেন হাজৰিকা আৰু জয়ন্ত হাজৰিকাৰ অৱদান চিৰস্মৰণীয় হৈ ৰ'ব। দুয়োগৰাকী শিল্পীৰ সোঁৱৰণত অনুষ্ঠানটি আয়োজন কৰা হয়। ইয়াৰ উপৰিও তেওঁ কয় যে ৰাজ্য চৰকাৰে ইতিমধ্যে এই সন্দৰ্ভত প্ৰয়োজনীয় ব্যৱস্থা গ্ৰহণ কৰিছে। উল্লেখ্য যে যোৱা কেইটামান দিনত এই বিষয়টোৱে ৰাজ্যজুৰি তীব্ৰ প্ৰতিক্ৰিয়াৰ সৃষ্টি কৰিছিল। স্থানীয় ৰাইজে আশা প্ৰকাশ কৰা মতে আগন্তুক দিনবোৰত পৰিস্থিতিৰ উন্নতি হ'ব। সংগীতৰ জগতত ভূপেন হাজৰিকা আৰু জয়ন্ত হাজৰিকাৰ অৱদান চিৰস্মৰণীয় হৈ ৰ'ব। দুয়োগৰাকী শিল্পীৰ সোঁৱৰণত অনুষ্ঠানটি আয়োজন কৰা হয়। ইয়াৰ উপৰিও তেওঁ কয় যে ৰাজ্য চৰকাৰে ইতিমধ্যে এই সন্দৰ্ভত প্ৰয়োজনীয় ব্যৱস্থা গ্ৰহণ কৰিছে। উল্লেখ্য যে যোৱা কেইটামান দিনত এই বিষয়টোৱে ৰাজ্যজুৰি তীব্ৰ প্ৰতিক্ৰিয়াৰ সৃষ্টি কৰিছিল। স্থানীয় ৰাইজে আশা প্ৰকাশ কৰা মতে আগন্তুক দিনবোৰত পৰিস্থিতিৰ উন্নতি হ'ব।: [8, 454, 150, 580]
article-women-football: [303, 600, 455, 760]
subhead-sudhakantha: ৭০০ শিল্পীয়ে একেলগে গালে "মানুহে মানুহৰ বাবে...": [454, 692, 606, 701]
headline-dergaon-oath: দেৰগাঁও আঞ্চলিক কোচ-ৰাজবংশী মহিলা সমিতিৰ শপথগ্ৰহণ: [304, 769, 472, 778]
headline-world-champion-women: বিশ্ববিজয়ী ভাৰতীয় মহিলা: [35, 644, 161, 658]
section-label: এক পৃষ্ঠাৰ পৰা: [274, 37, 360, 52]
column-rule-1: [152, 62, 153, 828]
date-label: বৃহস্পতিবাৰ, ৬ নৱেম্বৰ, ২০২৫: [453, 39, 571, 50]
headline-women-football-line3: প্ৰতিযোগিতাৰ ব্যাপক প্ৰস্তুতি: [316, 636, 442, 649]
article-11-crore-5-days: [458, 464, 602, 622]
slant-decoration-left: [260, 37, 274, 52]
headline-boi-boi-binale: 'বৈ বৈ বিনালে'ৰ পাহিৰেটীৰ: [463, 215, 597, 229]
article-sudhakantha-anniversary: [452, 628, 608, 810]
headline-sudhakantha-line2: চতুৰ্দশ মৃত্যু বাৰ্ষিকী: [485, 652, 575, 666]
article-body: আমেৰিকাৰ লুইভিলত অনুষ্ঠিত প্ৰতিযোগিতাখনত অসমৰ প্ৰতিভাই বিশেষ সমাদৰ লাভ কৰে। এই সাফল্যত ৰাজ্যবাসী গৌৰৱান্বিত হৈছে। স্থানীয় ৰাইজে আশা প্ৰকাশ কৰা মতে আগন্তুক দিনবোৰত পৰিস্থিতিৰ উন্নতি হ'ব। এই সন্দৰ্ভত বিশেষজ্ঞসকলে নিজৰ মতামত ব্যক্ত কৰিছে। আমেৰিকাৰ লুইভিলত অনুষ্ঠিত প্ৰতিযোগিতাখনত অসমৰ প্ৰতিভাই বিশেষ সমাদৰ লাভ কৰে। এই সাফল্যত ৰাজ্যবাসী গৌৰৱান্বিত হৈছে। স্থানীয় ৰাইজে আশা প্ৰকাশ কৰা মতে আগন্তুক দিনবোৰত পৰিস্থিতিৰ উন্নতি হ'ব। এই সন্দৰ্ভত বিশেষজ্ঞসকলে নিজৰ মতামত ব্যক্ত কৰিছে। আমেৰিকাৰ লুইভিলত অনুষ্ঠিত প্ৰতিযোগিতাখনত অসমৰ প্ৰতিভাই বিশেষ সমাদৰ লাভ কৰে। এই সাফল্যত ৰাজ্যবাসী গৌৰৱান্বিত হৈছে। স্থানীয় ৰাইজে আশা প্ৰকাশ কৰা মতে আগন্তুক দিনবোৰত পৰিস্থিতিৰ উন্নতি হ'ব। এই সন্দৰ্ভত বিশেষজ্ঞসকলে নিজৰ মতামত ব্যক্ত কৰিছে।: [308, 480, 450, 540]
article-garima-garg-ill: [458, 340, 602, 456]
headline-padum-ship: পদুম এবি জাহাজত উঠিল: [166, 421, 292, 435]
article-baikuntha-harinam: [308, 62, 450, 450]
headline-two-stars-bhupen: জাতিৰ দুই নক্ষত্ৰ ভূপেন-: [19, 433, 139, 447]
headline-sudhakantha-line1: সৰুপথাৰত সুধাকণ্ঠৰ: [481, 631, 579, 645]
masthead-text-red: বাৰ্তা: [89, 40, 109, 51]
article-body: সোণাপুৰত মোৰ পৰিয়ালৰ সৈতে কটোৱা দিনবোৰ চিৰদিন মনত থাকিব বুলি তেওঁ আবেগিক হৈ পৰে। ইয়াৰ উপৰিও তেওঁ কয় যে ৰাজ্য চৰকাৰে ইতিমধ্যে এই সন্দৰ্ভত প্ৰয়োজনীয় ব্যৱস্থা গ্ৰহণ কৰিছে। উল্লেখ্য যে যোৱা কেইটামান দিনত এই বিষয়টোৱে ৰাজ্যজুৰি তীব্ৰ প্ৰতিক্ৰিয়াৰ সৃষ্টি কৰিছিল। স্থানীয় ৰাইজে আশা প্ৰকাশ কৰা মতে আগন্তুক দিনবোৰত পৰিস্থিতিৰ উন্নতি হ'ব। সোণাপুৰত মোৰ পৰিয়ালৰ সৈতে কটোৱা দিনবোৰ চিৰদিন মনত থাকিব বুলি তেওঁ আবেগিক হৈ পৰে। ইয়াৰ উপৰিও তেওঁ কয় যে ৰাজ্য চৰকাৰে ইতিমধ্যে এই সন্দৰ্ভত প্ৰয়োজনীয় ব্যৱস্থা গ্ৰহণ কৰিছে। উল্লেখ্য যে যোৱা কেইটামান দিনত এই বিষয়টোৱে ৰাজ্যজুৰি তীব্ৰ প্ৰতিক্ৰিয়াৰ সৃষ্টি কৰিছিল। স্থানীয় ৰাইজে আশা প্ৰকাশ কৰা মতে আগন্তুক দিনবোৰত পৰিস্থিতিৰ উন্নতি হ'ব। সোণাপুৰত মোৰ পৰিয়ালৰ সৈতে কটোৱা দিনবোৰ চিৰদিন মনত থাকিব বুলি তেওঁ আবেগিক হৈ পৰে। ইয়াৰ উপৰিও তেওঁ কয় যে ৰাজ্য চৰকাৰে ইতিমধ্যে এই সন্দৰ্ভত প্ৰয়োজনীয় ব্যৱস্থা গ্ৰহণ কৰিছে। উল্লেখ্য যে যোৱা কেইটামান দিনত এই বিষয়টোৱে ৰাজ্যজুৰি তীব্ৰ প্ৰতিক্ৰিয়াৰ সৃষ্টি কৰিছিল। স্থানীয় ৰাইজে আশা প্ৰকাশ কৰা মতে আগন্তুক দিনবোৰত পৰিস্থিতিৰ উন্নতি হ'ব। সোণাপুৰত মোৰ পৰিয়ালৰ সৈতে কটোৱা দিনবোৰ চিৰদিন মনত থাকিব বুলি তেওঁ আবেগিক হৈ পৰে। ইয়াৰ উপৰিও তেওঁ কয় যে ৰাজ্য চৰকাৰে ইতিমধ্যে এই সন্দৰ্ভত প্ৰয়োজনীয় ব্যৱস্থা গ্ৰহণ কৰিছে। উল্লেখ্য যে যোৱা কেইটামান দিনত এই বিষয়টোৱে ৰাজ্যজুৰি তীব্ৰ প্ৰতিক্ৰিয়াৰ সৃষ্টি কৰিছিল। স্থানীয় ৰাইজে আশা প্ৰকাশ কৰা মতে আগন্তুক দিনবোৰত পৰিস্থিতিৰ উন্নতি হ'ব।: [158, 665, 300, 775]
article-body: বিশাল জাহাজখনত উঠি সকলোৱে আনন্দ প্ৰকাশ কৰে। ব্ৰহ্মপুত্ৰৰ বুকুত এই অভিজ্ঞতা চিৰদিন মনত থাকিব বুলি তেওঁলোকে কয়। ইয়াৰ উপৰিও তেওঁ কয় যে ৰাজ্য চৰকাৰে ইতিমধ্যে এই সন্দৰ্ভত প্ৰয়োজনীয় ব্যৱস্থা গ্ৰহণ কৰিছে। উল্লেখ্য যে যোৱা কেইটামান দিনত এই বিষয়টোৱে ৰাজ্যজুৰি তীব্ৰ প্ৰতিক্ৰিয়াৰ সৃষ্টি কৰিছিল। স্থানীয় ৰাইজে আশা প্ৰকাশ কৰা মতে আগন্তুক দিনবোৰত পৰিস্থিতিৰ উন্নতি হ'ব। বিশাল জাহাজখনত উঠি সকলোৱে আনন্দ প্ৰকাশ কৰে। ব্ৰহ্মপুত্ৰৰ বুকুত এই অভিজ্ঞতা চিৰদিন মনত থাকিব বুলি তেওঁলোকে কয়। ইয়াৰ উপৰিও তেওঁ কয় যে ৰাজ্য চৰকাৰে ইতিমধ্যে এই সন্দৰ্ভত প্ৰয়োজনীয় ব্যৱস্থা গ্ৰহণ কৰিছে। উল্লেখ্য যে যোৱা কেইটামান দিনত এই বিষয়টোৱে ৰাজ্যজুৰি তীব্ৰ প্ৰতিক্ৰিয়াৰ সৃষ্টি কৰিছিল। স্থানীয় ৰাইজে আশা প্ৰকাশ কৰা মতে আগন্তুক দিনবোৰত পৰিস্থিতিৰ উন্নতি হ'ব। বিশাল জাহাজখনত উঠি সকলোৱে আনন্দ প্ৰকাশ কৰে। ব্ৰহ্মপুত্ৰৰ বুকুত এই অভিজ্ঞতা চিৰদিন মনত থাকিব বুলি তেওঁলোকে কয়। ইয়াৰ উপৰিও তেওঁ কয় যে ৰাজ্য চৰকাৰে ইতিমধ্যে এই সন্দৰ্ভত প্ৰয়োজনীয় ব্যৱস্থা গ্ৰহণ কৰিছে। উল্লেখ্য যে যোৱা কেইটামান দিনত এই বিষয়টোৱে ৰাজ্যজুৰি তীব্ৰ প্ৰতিক্ৰিয়াৰ সৃষ্টি কৰিছিল। স্থানীয় ৰাইজে আশা প্ৰকাশ কৰা মতে আগন্তুক দিনবোৰত পৰিস্থিতিৰ উন্নতি হ'ব। বিশাল জাহাজখনত উঠি সকলোৱে আনন্দ প্ৰকাশ কৰে। ব্ৰহ্মপুত্ৰৰ বুকুত এই অভিজ্ঞতা চিৰদিন মনত থাকিব বুলি তেওঁলোকে কয়। ইয়াৰ উপৰিও তেওঁ কয় যে ৰাজ্য চৰকাৰে ইতিমধ্যে এই সন্দৰ্ভত প্ৰয়োজনীয় ব্যৱস্থা গ্ৰহণ কৰিছে। উল্লেখ্য যে যোৱা কেইটামান দিনত এই বিষয়টোৱে ৰাজ্যজুৰি তীব্ৰ প্ৰতিক্ৰিয়াৰ সৃষ্টি কৰিছিল। স্থানীয় ৰাইজে আশা প্ৰকাশ কৰা মতে আগন্তুক দিনবোৰত পৰিস্থিতিৰ উন্নতি হ'ব। বিশাল জাহাজখনত উঠি সকলোৱে আনন্দ প্ৰকাশ কৰে। ব্ৰহ্মপুত্ৰৰ বুকুত এই অভিজ্ঞতা চিৰদিন মনত থাকিব বুলি তেওঁলোকে কয়। ইয়াৰ উপৰিও তেওঁ কয় যে ৰাজ্য চৰকাৰে ইতিমধ্যে এই সন্দৰ্ভত প্ৰয়োজনীয় ব্যৱস্থা গ্ৰহণ কৰিছে। উল্লেখ্য যে যোৱা কেইটামান দিনত এই বিষয়টোৱে ৰাজ্যজুৰি তীব্ৰ প্ৰতিক্ৰিয়াৰ সৃষ্টি কৰিছিল। স্থানীয় ৰাইজে আশা প্ৰকাশ কৰা মতে আগন্তুক দিনবোৰত পৰিস্থিতিৰ উন্নতি হ'ব।: [158, 442, 300, 590]
